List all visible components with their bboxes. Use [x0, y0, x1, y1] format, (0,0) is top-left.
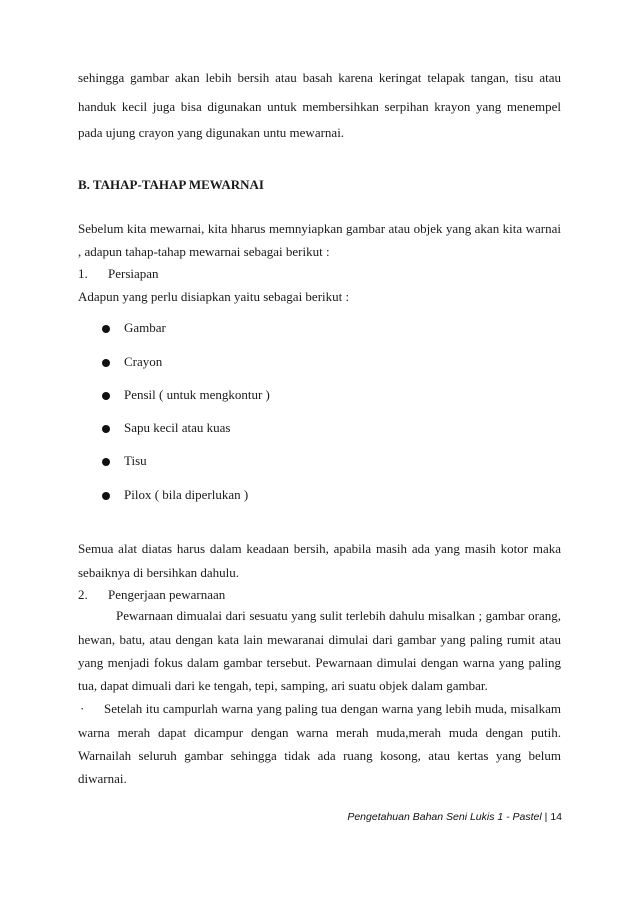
section-heading: B. TAHAP-TAHAP MEWARNAI — [78, 177, 264, 192]
paragraph-line: diwarnai. — [78, 771, 127, 786]
list-item: Gambar — [124, 320, 166, 335]
bullet-icon — [102, 458, 110, 466]
paragraph-line: handuk kecil juga bisa digunakan untuk membersihkan serpihan krayon yang menempel — [78, 99, 561, 114]
paragraph-line: yang menjadi fokus dalam gambar tersebut. Pewarnaan dimulai dengan warna yang paling — [78, 655, 561, 670]
paragraph-line: Sebelum kita mewarnai, kita hharus memnyiapkan gambar atau objek yang akan kita warnai — [78, 221, 561, 236]
list-item: Crayon — [124, 354, 163, 369]
paragraph-line: sebaiknya di bersihkan dahulu. — [78, 565, 240, 580]
paragraph-line: Semua alat diatas harus dalam keadaan bersih, apabila masih ada yang masih kotor maka — [78, 541, 561, 556]
bullet-icon — [102, 392, 110, 400]
paragraph-line: Setelah itu campurlah warna yang paling tua dengan warna yang lebih muda, misalkam — [104, 701, 561, 716]
footer-title: Pengetahuan Bahan Seni Lukis 1 - Pastel — [347, 811, 542, 823]
step-number: 1. — [78, 266, 88, 281]
paragraph-line: pada ujung crayon yang digunakan untu mewarnai. — [78, 125, 345, 140]
list-item: Sapu kecil atau kuas — [124, 420, 231, 435]
step-number: 2. — [78, 587, 88, 602]
step-title: Pengerjaan pewarnaan — [108, 587, 226, 602]
footer-separator: | — [544, 811, 548, 823]
prep-intro: Adapun yang perlu disiapkan yaitu sebagai berikut : — [78, 289, 350, 304]
paragraph-line: warna merah dapat dicampur dengan warna merah muda,merah muda dengan putih. — [78, 725, 561, 740]
paragraph-line: Warnailah seluruh gambar sehingga tidak ada ruang kosong, atau kertas yang belum — [78, 748, 561, 763]
paragraph-line: hewan, batu, atau dengan kata lain mewaranai dimulai dari gambar yang paling rumit atau — [78, 632, 561, 647]
list-item: Pilox ( bila diperlukan ) — [124, 487, 249, 502]
paragraph-marker: · — [80, 701, 85, 716]
page-number: 14 — [550, 811, 562, 823]
paragraph-line: , adapun tahap-tahap mewarnai sebagai berikut : — [78, 244, 330, 259]
paragraph-line: sehingga gambar akan lebih bersih atau basah karena keringat telapak tangan, tisu atau — [78, 70, 561, 85]
bullet-icon — [102, 359, 110, 367]
list-item: Pensil ( untuk mengkontur ) — [124, 387, 270, 402]
bullet-icon — [102, 492, 110, 500]
bullet-icon — [102, 425, 110, 433]
list-item: Tisu — [124, 453, 147, 468]
paragraph-line: Pewarnaan dimualai dari sesuatu yang sulit terlebih dahulu misalkan ; gambar orang, — [116, 608, 561, 623]
paragraph-line: tua, dapat dimuali dari ke tengah, tepi, samping, ari suatu objek dalam gambar. — [78, 678, 488, 693]
page-footer — [347, 811, 562, 823]
bullet-icon — [102, 325, 110, 333]
step-title: Persiapan — [108, 266, 159, 281]
